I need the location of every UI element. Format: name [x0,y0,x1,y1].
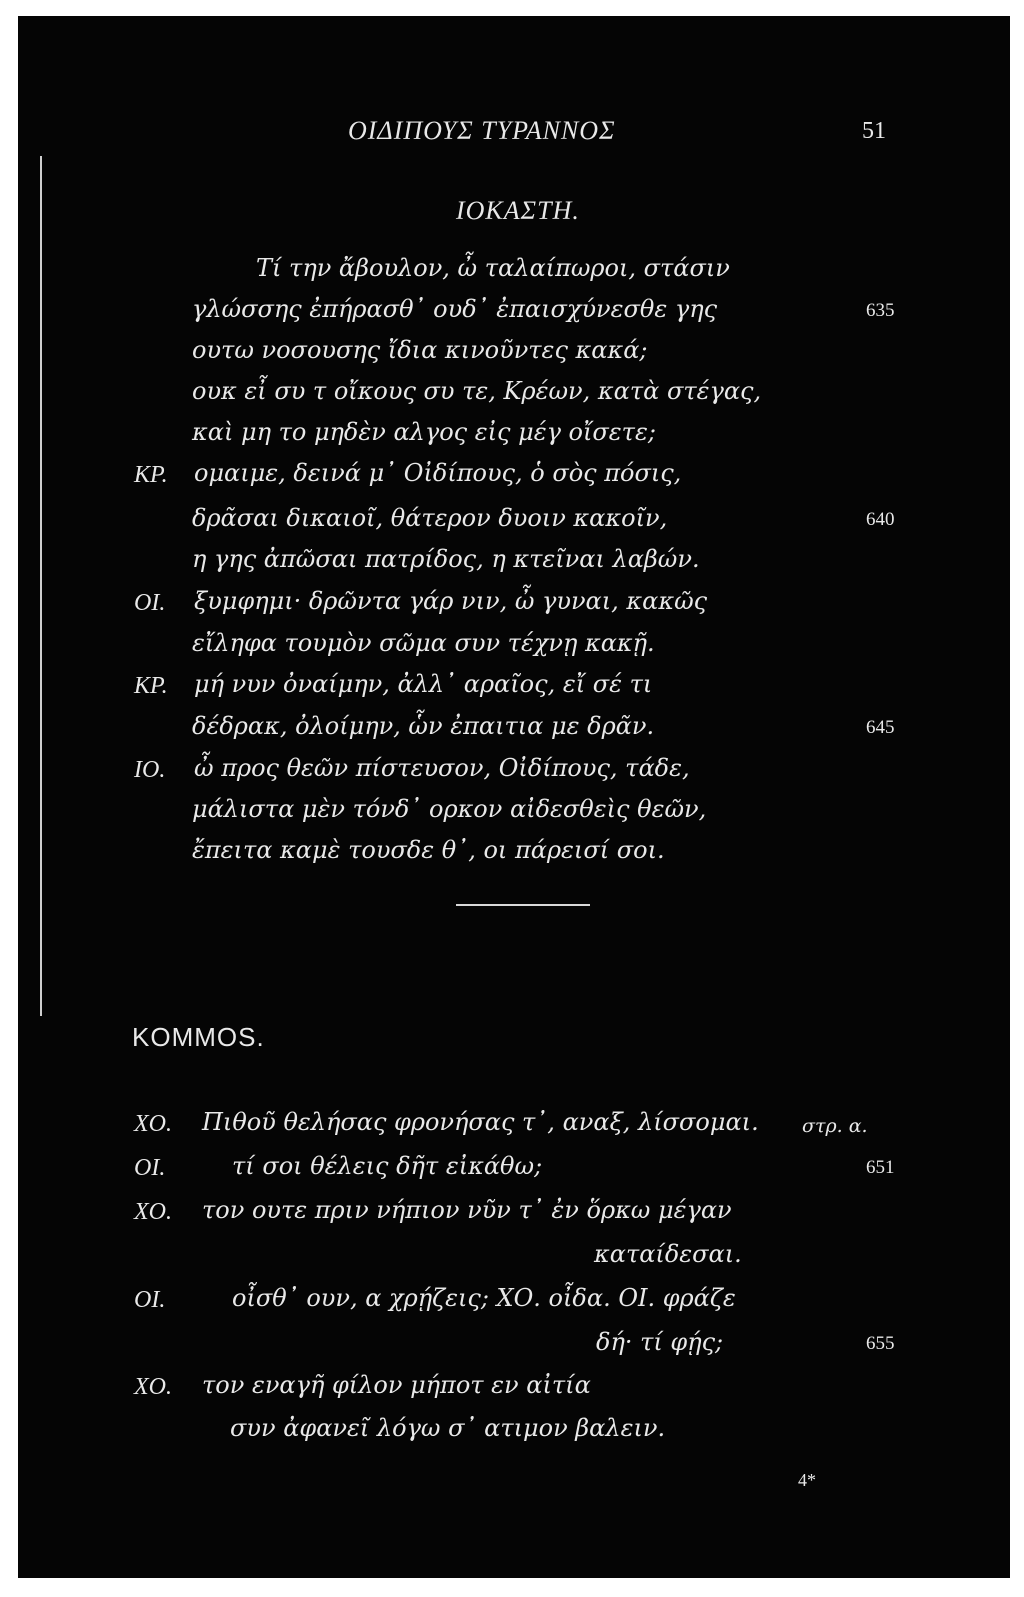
verse-line: ουκ εἶ συ τ οἴκους συ τε, Κρέων, κατὰ στέγας, [192,377,762,405]
strophe-marker: στρ. α. [802,1115,868,1137]
verse-line: ξυμφημι· δρῶντα γάρ νιν, ὦ γυναι, κακῶς [194,587,708,615]
line-number: 651 [866,1157,895,1178]
verse-line: τον εναγῆ φίλον μήποτ εν αἰτία [202,1371,591,1399]
speaker-heading: ΙΟΚΑΣΤΗ. [456,196,580,225]
verse-line: δέδρακ, ὀλοίμην, ὧν ἐπαιτια με δρᾶν. [192,712,655,740]
speaker-label: ΟΙ. [134,1155,166,1181]
running-title: ΟΙΔΙΠΟΥΣ ΤΥΡΑΝΝΟΣ [348,116,616,145]
verse-line: τί σοι θέλεις δῆτ εἰκάθω; [232,1152,543,1180]
verse-line: ομαιμε, δεινά μ᾽ Οἰδίπους, ὁ σὸς πόσις, [194,459,682,487]
speaker-label: ΧΟ. [134,1374,172,1400]
page-edge-left [40,156,42,1016]
speaker-label: ΚΡ. [134,462,168,488]
speaker-label: ΚΡ. [134,673,168,699]
verse-line: τον ουτε πριν νήπιον νῦν τ᾽ ἐν ὅρκω μέγαν [202,1196,732,1224]
line-number: 640 [866,509,895,530]
verse-line: εἴληφα τουμὸν σῶμα συν τέχνῃ κακῇ. [192,629,655,657]
verse-line: συν ἀφανεῖ λόγω σ᾽ ατιμον βαλειν. [230,1414,666,1442]
page-scan [18,16,1010,1578]
line-number: 635 [866,300,895,321]
verse-line: Πιθοῦ θελήσας φρονήσας τ᾽, αναξ, λίσσομαι. [202,1108,759,1136]
verse-line: καταίδεσαι. [594,1240,742,1268]
verse-line: καὶ μη το μηδὲν αλγος εἰς μέγ οἴσετε; [192,418,656,446]
verse-line: δή· τί φῄς; [596,1328,724,1356]
verse-line: η γης ἀπῶσαι πατρίδος, η κτεῖναι λαβών. [192,545,700,573]
signature-mark: 4* [798,1470,816,1490]
speaker-label: ΟΙ. [134,1287,166,1313]
speaker-label: ΙΟ. [134,757,166,783]
speaker-label: ΧΟ. [134,1199,172,1225]
section-heading: KOMMOS. [132,1022,265,1052]
page-number: 51 [862,118,886,144]
verse-line: ὦ προς θεῶν πίστευσον, Οἰδίπους, τάδε, [194,754,690,782]
line-number: 645 [866,717,895,738]
verse-line: δρᾶσαι δικαιοῖ, θάτερον δυοιν κακοῖν, [192,504,668,532]
verse-line: οἶσθ᾽ ουν, α χρῄζεις; ΧΟ. οἶδα. ΟΙ. φράζε [232,1284,736,1312]
verse-line: ἔπειτα καμὲ τουσδε θ᾽, οι πάρεισί σοι. [192,836,665,864]
verse-line: Τί την ἄβουλον, ὦ ταλαίπωροι, στάσιν [256,254,730,282]
line-number: 655 [866,1333,895,1354]
speaker-label: ΧΟ. [134,1111,172,1137]
verse-line: μάλιστα μὲν τόνδ᾽ ορκον αἰδεσθεὶς θεῶν, [192,795,707,823]
verse-line: γλώσσης ἐπήρασθ᾽ ουδ᾽ ἐπαισχύνεσθε γης [192,295,718,323]
speaker-label: ΟΙ. [134,590,166,616]
section-divider [456,904,590,906]
verse-line: ουτω νοσουσης ἴδια κινοῦντες κακά; [192,336,648,364]
verse-line: μή νυν ὀναίμην, ἀλλ᾽ αραῖος, εἴ σέ τι [194,670,653,698]
